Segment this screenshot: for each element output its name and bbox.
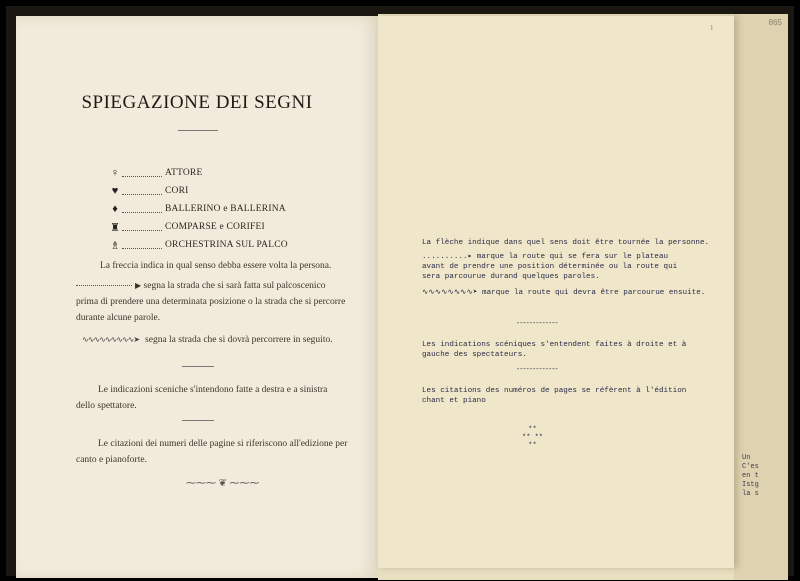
- typed-arrow-text: La flèche indique dans quel sens doit être tournée la personne.: [422, 239, 710, 247]
- extras-sign-icon: ♜: [110, 221, 120, 234]
- directions-text-1: Le indicazioni sceniche s'intendono fatte a destra e a sinistra: [98, 385, 328, 395]
- adjacent-page-fragments: Un C'es en t Istg la s: [742, 454, 759, 498]
- typed-dotted-explanation: [422, 252, 668, 262]
- arrow-explanation: La freccia indica in qual senso debba essere volta la persona.: [100, 261, 332, 271]
- fleuron-ornament-icon: ⁓⁓⁓ ❦ ⁓⁓⁓: [186, 478, 260, 489]
- dotted-line-text-3: durante alcune parole.: [76, 313, 161, 323]
- typed-wavy-explanation: [422, 288, 705, 298]
- typed-dotted-text-3: sera parcourue durand quelques paroles.: [422, 273, 600, 281]
- legend-label: BALLERINO e BALLERINA: [165, 204, 286, 214]
- stage-orchestra-sign-icon: ♗: [110, 239, 120, 252]
- typed-dotted-text-1: marque la route qui se fera sur le plateau: [476, 253, 669, 261]
- right-page: [378, 14, 788, 580]
- typed-divider: -------------: [516, 320, 558, 328]
- page-title: SPIEGAZIONE DEI SEGNI: [81, 92, 313, 113]
- wavy-arrow-icon: ∿∿∿∿∿∿∿∿➤: [422, 289, 483, 297]
- typed-citations-1: Les citations des numéros de pages se réfèrent à l'édition: [422, 387, 687, 395]
- sheet-mark: 1: [710, 24, 714, 32]
- dotted-line-explanation: ▶ segna la strada che si sarà fatta sul palcoscenico: [76, 278, 326, 294]
- legend-leader: [122, 206, 162, 213]
- dancer-sign-icon: ♦: [112, 203, 118, 215]
- book-spread: [6, 6, 794, 576]
- page-number: 865: [768, 18, 782, 27]
- typed-directions-2: gauche des spectateurs.: [422, 351, 527, 359]
- typed-directions-1: Les indications scéniques s'entendent faites à droite et à: [422, 341, 687, 349]
- left-page: [16, 16, 379, 578]
- wavy-line-text: segna la strada che si dovrà percorrere in seguito.: [145, 335, 333, 345]
- legend-label: COMPARSE e CORIFEI: [165, 222, 265, 232]
- chorus-sign-icon: ♥: [111, 185, 119, 197]
- typed-translation-sheet: [378, 16, 734, 568]
- legend-item-extras: [108, 218, 288, 236]
- legend-item-chorus: [108, 182, 288, 200]
- section-divider: [182, 420, 214, 421]
- actor-sign-icon: ♀: [110, 167, 120, 179]
- legend-item-dancer: [108, 200, 288, 218]
- legend-label: ATTORE: [165, 168, 203, 178]
- legend-leader: [122, 242, 162, 249]
- citations-text-2: canto e pianoforte.: [76, 455, 147, 465]
- typed-divider: -------------: [516, 366, 558, 374]
- typed-dotted-text-2: avant de prendre une position déterminée ou la route qui: [422, 263, 678, 271]
- asterism-ornament-icon: ** ** ** **: [522, 426, 544, 450]
- wavy-line-explanation: [82, 332, 333, 348]
- typed-wavy-text: marque la route qui devra être parcourue ensuite.: [482, 289, 706, 297]
- typed-citations-2: chant et piano: [422, 397, 486, 405]
- directions-text-2: dello spettatore.: [76, 401, 137, 411]
- legend-label: ORCHESTRINA SUL PALCO: [165, 240, 288, 250]
- legend-leader: [122, 170, 162, 177]
- section-divider: [182, 366, 214, 367]
- legend-label: CORI: [165, 186, 189, 196]
- dotted-arrow-icon: ..........▸: [422, 253, 477, 261]
- dotted-line-text-1: segna la strada che si sarà fatta sul palcoscenico: [143, 281, 326, 291]
- legend-item-actor: [108, 164, 288, 182]
- legend-leader: [122, 224, 162, 231]
- citations-text-1: Le citazioni dei numeri delle pagine si riferiscono all'edizione per: [98, 439, 348, 449]
- dotted-arrow-icon: [76, 285, 132, 286]
- title-divider: [178, 130, 218, 131]
- legend-item-stage-orchestra: [108, 236, 288, 254]
- legend-leader: [122, 188, 162, 195]
- dotted-line-text-2: prima di prendere una determinata posizione o la strada che si percorre: [76, 297, 346, 307]
- sign-legend: [108, 164, 288, 254]
- wavy-arrow-icon: ∿∿∿∿∿∿∿∿∿➤: [82, 335, 140, 344]
